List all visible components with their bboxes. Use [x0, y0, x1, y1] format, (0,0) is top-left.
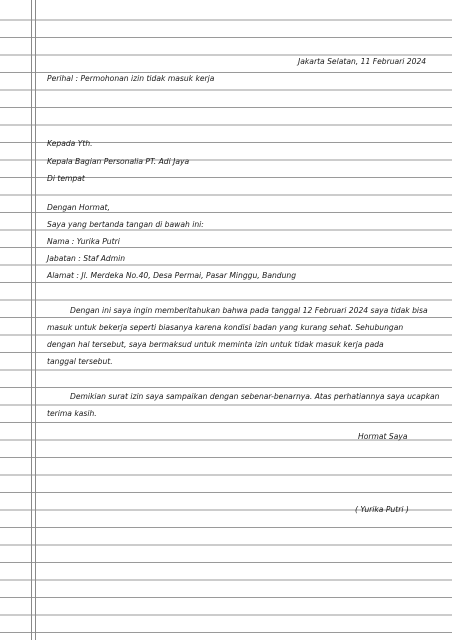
- body2-line-1: Demikian surat izin saya sampaikan dengan sebenar-benarnya. Atas perhatiannya saya ucapkan: [70, 392, 440, 401]
- recipient-line-2: Kepala Bagian Personalia PT. Adi Jaya: [47, 157, 190, 166]
- identity-address: Alamat : Jl. Merdeka No.40, Desa Permai, Pasar Minggu, Bandung: [47, 271, 297, 280]
- identity-position: Jabatan : Staf Admin: [47, 254, 126, 263]
- greeting: Dengan Hormat,: [47, 203, 110, 212]
- closing: Hormat Saya: [358, 432, 408, 441]
- letter-date: Jakarta Selatan, 11 Februari 2024: [298, 57, 427, 66]
- identity-name: Nama : Yurika Putri: [47, 237, 120, 246]
- body1-line-4: tanggal tersebut.: [47, 357, 113, 366]
- letter-subject: Perihal : Permohonan izin tidak masuk kerja: [47, 74, 215, 83]
- intro-line: Saya yang bertanda tangan di bawah ini:: [47, 220, 204, 229]
- body1-line-1: Dengan ini saya ingin memberitahukan bahwa pada tanggal 12 Februari 2024 saya tidak bisa: [70, 306, 428, 315]
- body2-line-2: terima kasih.: [47, 409, 97, 418]
- left-margin-line: [31, 0, 32, 640]
- left-margin-line-inner: [35, 0, 36, 640]
- body1-line-2: masuk untuk bekerja seperti biasanya karena kondisi badan yang kurang sehat. Sehubungan: [47, 323, 404, 332]
- body1-line-3: dengan hal tersebut, saya bermaksud untuk meminta izin untuk tidak masuk kerja pada: [47, 340, 384, 349]
- recipient-line-1: Kepada Yth.: [47, 139, 93, 148]
- signature-name: ( Yurika Putri ): [355, 505, 409, 514]
- recipient-line-3: Di tempat: [47, 174, 85, 183]
